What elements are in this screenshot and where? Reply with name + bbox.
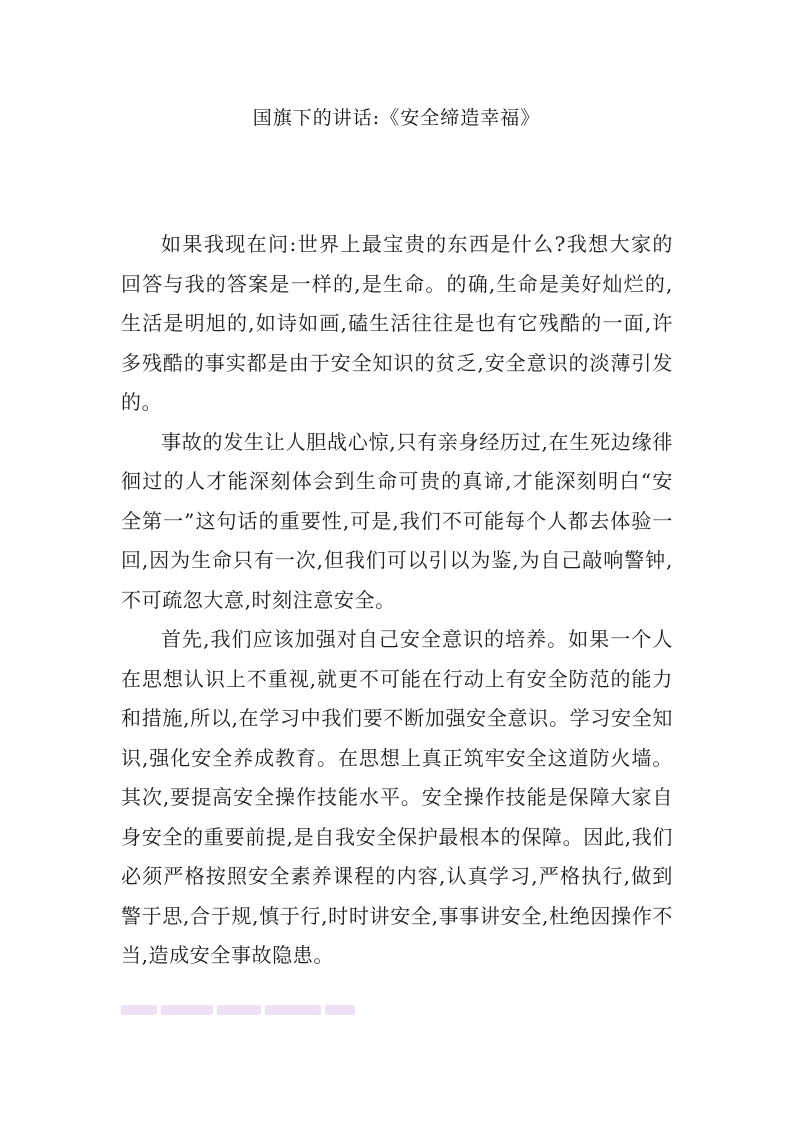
watermark bbox=[121, 1003, 361, 1023]
document-title: 国旗下的讲话:《安全缔造幸福》 bbox=[252, 107, 541, 129]
paragraph-2: 事故的发生让人胆战心惊,只有亲身经历过,在生死边缘徘徊过的人才能深刻体会到生命可贵的真谛,才能深刻明白“安全第一”这句话的重要性,可是,我们不可能每个人都去体验一回,因为生命只有一次,但我们可以引以为鉴,为自己敲响警钟,不可疏忽大意,时刻注意安全。 bbox=[121, 429, 673, 612]
paragraph-1: 如果我现在问:世界上最宝贵的东西是什么?我想大家的回答与我的答案是一样的,是生命。的确,生命是美好灿烂的,生活是明旭的,如诗如画,磕生活往往是也有它残酷的一面,许多残酷的事实都是由于安全知识的贫乏,安全意识的淡薄引发的。 bbox=[121, 232, 673, 414]
watermark-blur-graphic bbox=[121, 1003, 361, 1017]
paragraph-3: 首先,我们应该加强对自己安全意识的培养。如果一个人在思想认识上不重视,就更不可能在行动上有安全防范的能力和措施,所以,在学习中我们要不断加强安全意识。学习安全知识,强化安全养成教育。在思想上真正筑牢安全这道防火墙。其次,要提高安全操作技能水平。安全操作技能是保障大家自身安全的重要前提,是自我安全保护最根本的保障。因此,我们必须严格按照安全素养课程的内容,认真学习,严格执行,做到警于思,合于规,慎于行,时时讲安全,事事讲安全,杜绝因操作不当,造成安全事故隐患。 bbox=[121, 627, 673, 967]
document-body bbox=[121, 225, 673, 976]
